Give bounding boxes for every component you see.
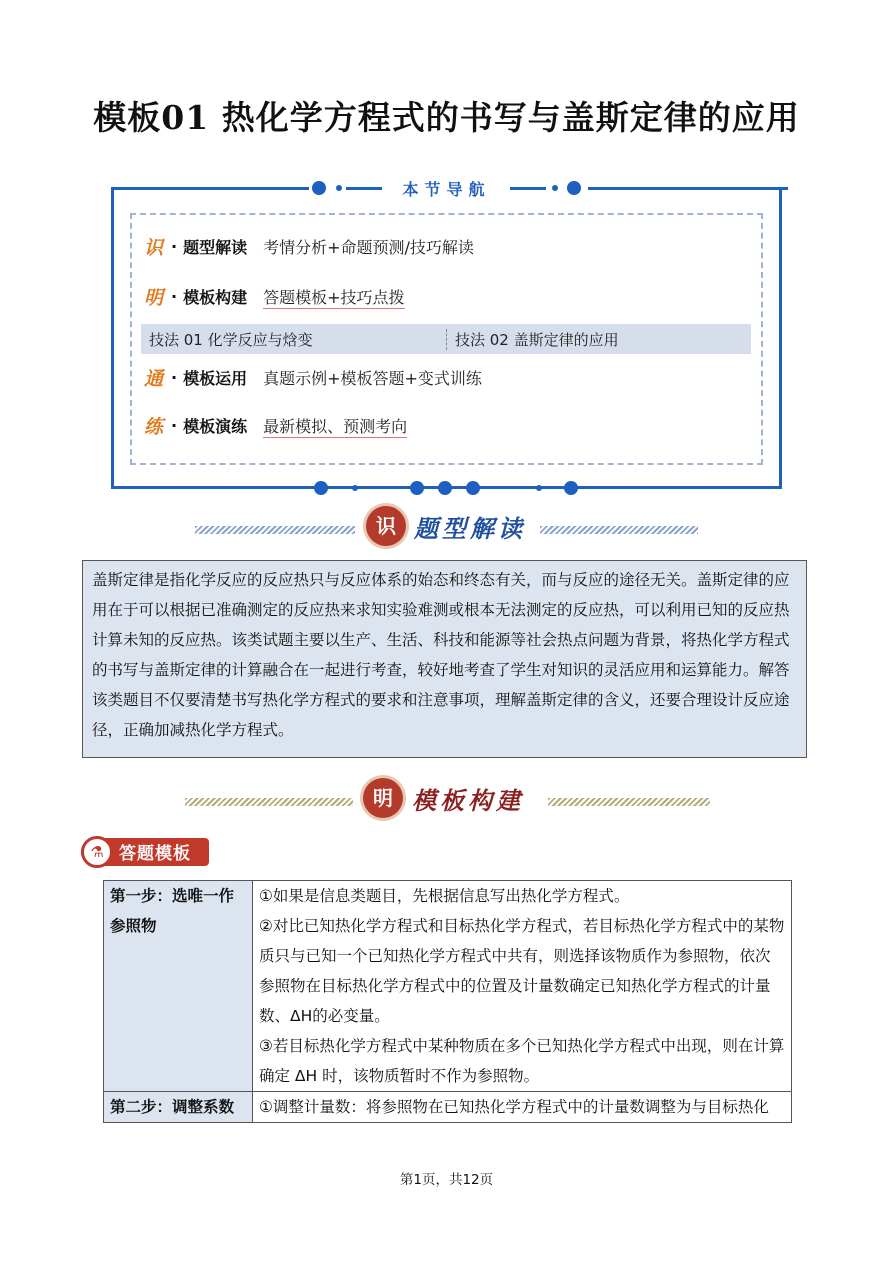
nav-item-build[interactable]: 明 · 模板构建 答题模板+技巧点拨: [144, 283, 405, 310]
seal-icon: 识: [366, 506, 406, 546]
nav-char: 练: [144, 416, 164, 438]
nav-item-read[interactable]: 识 · 题型解读 考情分析+命题预测/技巧解读: [144, 233, 474, 260]
steps-table: [103, 880, 792, 1123]
technique-1[interactable]: 技法 01 化学反应与焓变: [149, 330, 313, 349]
nav-desc: 最新模拟、预测考向: [263, 414, 407, 438]
section-title: 模板构建: [412, 786, 524, 815]
nav-char: 明: [144, 287, 164, 309]
nav-item-practice[interactable]: 练 · 模板演练 最新模拟、预测考向: [144, 412, 407, 439]
answer-template-label: 答题模板: [119, 844, 191, 864]
technique-bar: [141, 324, 751, 354]
step-content: [253, 881, 792, 1092]
page-title: 模板01 热化学方程式的书写与盖斯定律的应用: [93, 98, 800, 137]
step-label: 第二步：调整系数: [104, 1092, 253, 1123]
table-row: [104, 1092, 792, 1123]
nav-label: 模板构建: [183, 288, 248, 307]
section-banner-read: [0, 506, 893, 546]
nav-desc: 考情分析+命题预测/技巧解读: [263, 238, 474, 257]
nav-desc: 真题示例+模板答题+变式训练: [263, 369, 482, 388]
section-title: 题型解读: [414, 514, 526, 543]
nav-heading: 本节导航: [396, 180, 496, 199]
nav-label: 模板演练: [183, 417, 248, 436]
page-footer: 第1页，共12页: [399, 1172, 494, 1188]
step-point: ①调整计量数：将参照物在已知热化学方程式中的计量数调整为与目标热化: [259, 1098, 769, 1116]
answer-template-tag: [81, 836, 221, 868]
nav-desc: 答题模板+技巧点拨: [263, 285, 404, 309]
nav-label: 模板运用: [183, 369, 248, 388]
flask-icon: ⚗: [81, 836, 113, 868]
table-row: [104, 881, 792, 1092]
intro-text: 盖斯定律是指化学反应的反应热只与反应体系的始态和终态有关，而与反应的途径无关。盖斯定律的应用在于可以根据已准确测定的反应热来求知实验难测或根本无法测定的反应热，可以利用已知的反应热计算未知的反应热。该类试题主要以生产、生活、科技和能源等社会热点问题为背景，将热化学方程式的书写与盖斯定律的计算融合在一起进行考查，较好地考查了学生对知识的灵活应用和运算能力。解答该类题目不仅要清楚书写热化学方程式的要求和注意事项，理解盖斯定律的含义，还要合理设计反应途径，正确加减热化学方程式。: [82, 560, 807, 758]
step-content: [253, 1092, 792, 1123]
step-point: ②对比已知热化学方程式和目标热化学方程式，若目标热化学方程式中的某物质只与已知一个已知热化学方程式中共有，则选择该物质作为参照物，依次参照物在目标热化学方程式中的位置及计量数确定已知热化学方程式的计量数、ΔH的必变量。: [259, 917, 785, 1025]
step-point: ①如果是信息类题目，先根据信息写出热化学方程式。: [259, 887, 630, 905]
step-label: 第一步：选唯一作参照物: [104, 881, 253, 1092]
seal-icon: 明: [363, 778, 403, 818]
technique-2[interactable]: 技法 02 盖斯定律的应用: [446, 329, 751, 350]
nav-label: 题型解读: [183, 238, 248, 257]
nav-char: 识: [144, 237, 164, 259]
section-banner-build: [0, 778, 893, 818]
step-point: ③若目标热化学方程式中某种物质在多个已知热化学方程式中出现，则在计算确定 ΔH 时，该物质暂时不作为参照物。: [259, 1037, 785, 1085]
nav-char: 通: [144, 368, 164, 390]
nav-item-apply[interactable]: 通 · 模板运用 真题示例+模板答题+变式训练: [144, 364, 482, 391]
